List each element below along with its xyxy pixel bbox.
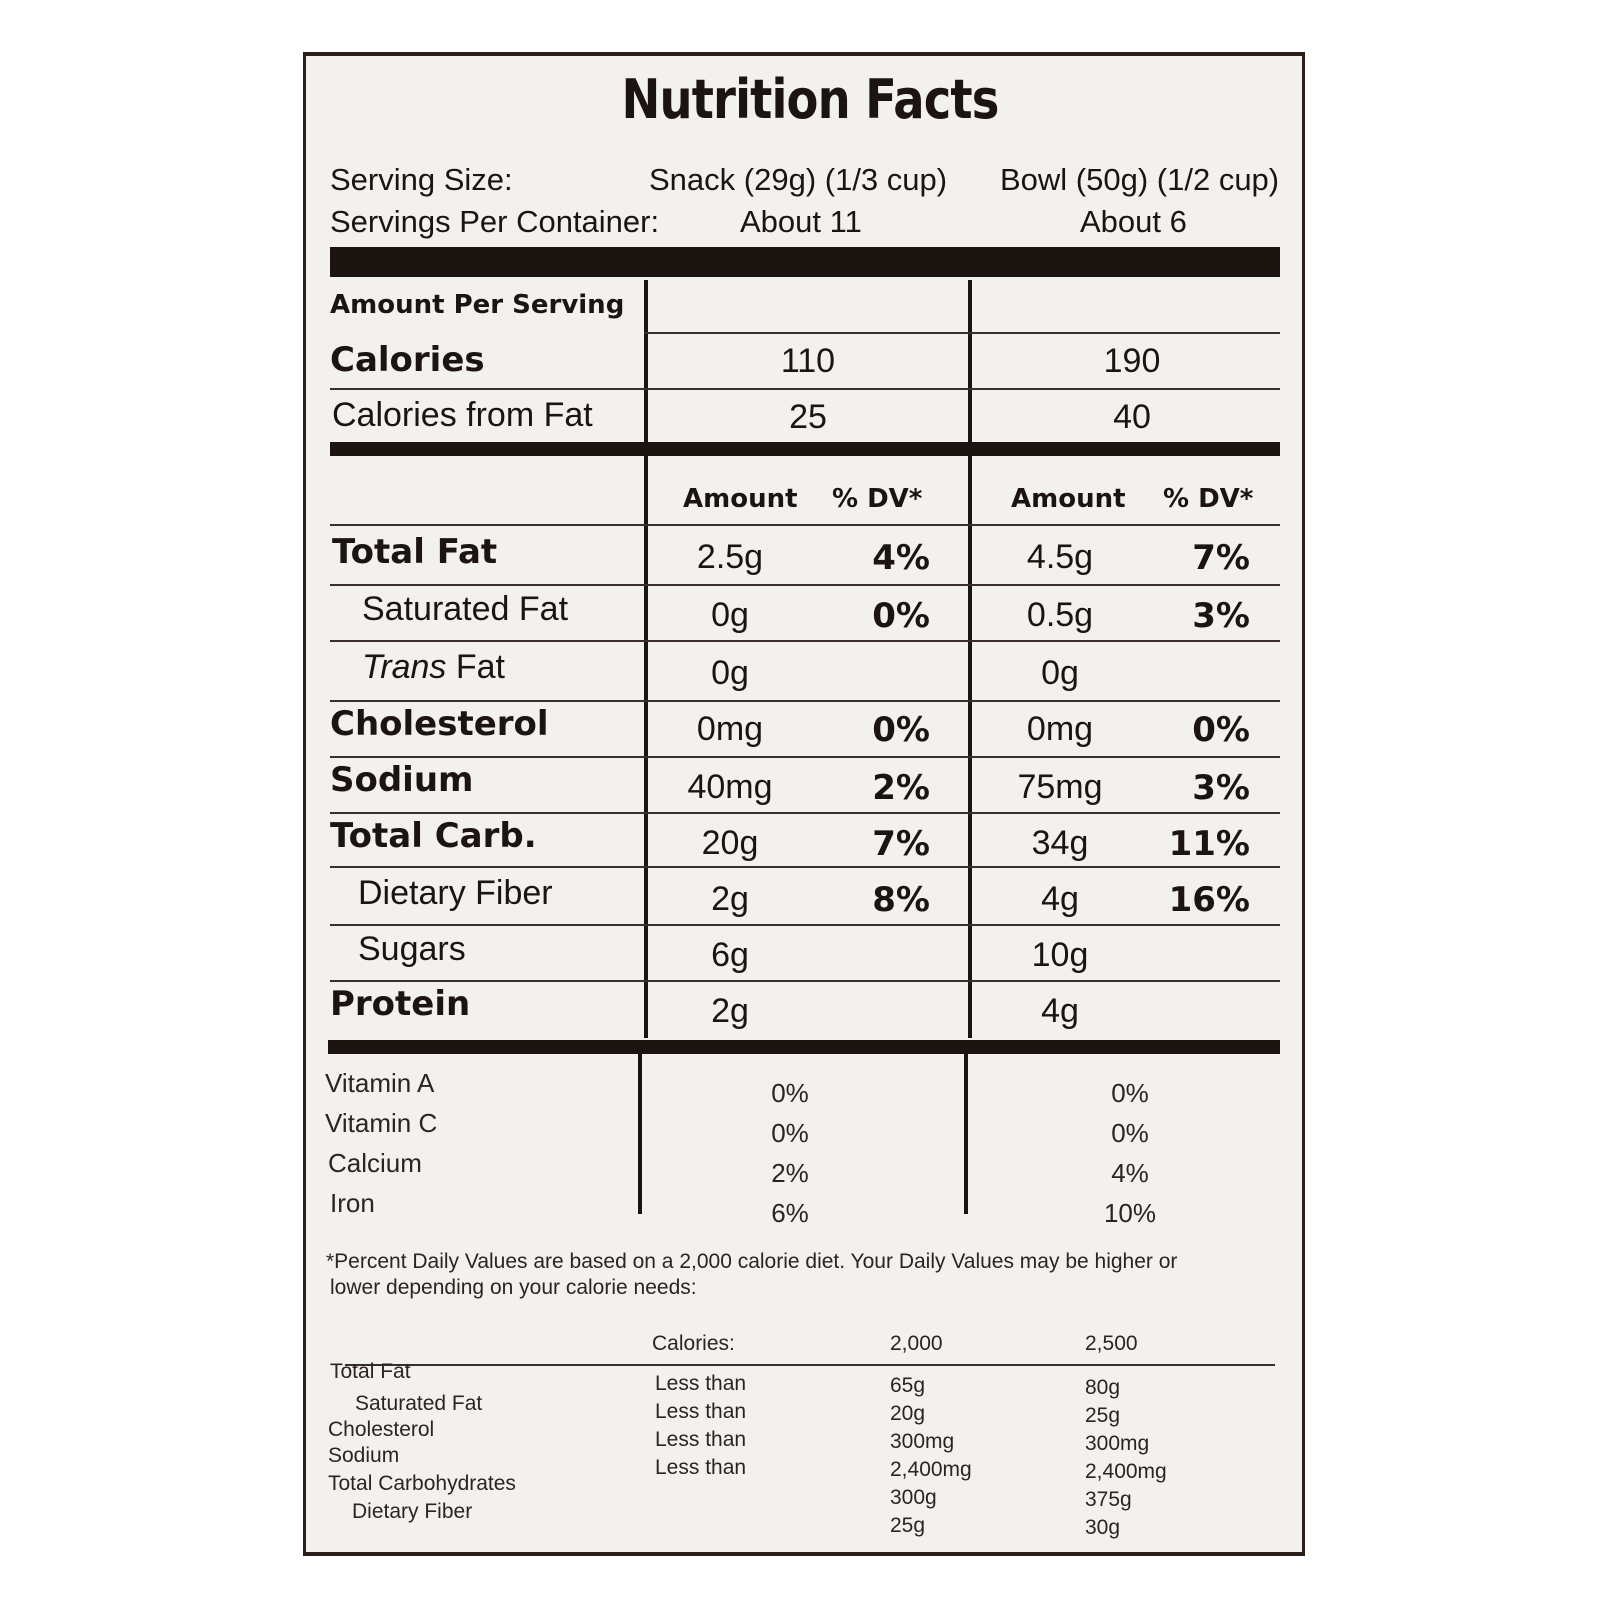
column-divider bbox=[968, 456, 972, 1038]
total-fat-bowl-amount: 4.5g bbox=[1026, 538, 1094, 576]
dv-row-label-saturated-fat: Saturated Fat bbox=[355, 1392, 483, 1415]
servings-per-container-bowl: About 6 bbox=[1080, 204, 1187, 239]
calories-snack: 110 bbox=[780, 342, 836, 380]
amount-per-serving-heading: Amount Per Serving bbox=[330, 290, 625, 320]
serving-size-label: Serving Size: bbox=[330, 162, 513, 197]
nutrient-label-protein: Protein bbox=[330, 984, 471, 1024]
sodium-snack-amount: 40mg bbox=[687, 768, 773, 806]
total-carb-bowl-dv: 11% bbox=[1168, 824, 1250, 864]
protein-bowl-amount: 4g bbox=[1041, 992, 1079, 1030]
dv-row-2500-total-fat: 80g bbox=[1085, 1376, 1121, 1399]
row-rule bbox=[644, 332, 1280, 334]
dv-row-2500-saturated-fat: 25g bbox=[1085, 1404, 1121, 1427]
saturated-fat-bowl-amount: 0.5g bbox=[1026, 596, 1094, 634]
nutrient-label-total-carb: Total Carb. bbox=[330, 816, 537, 856]
dietary-fiber-bowl-amount: 4g bbox=[1041, 880, 1079, 918]
dv-table-2000-header: 2,000 bbox=[890, 1332, 943, 1355]
nutrient-label-trans-fat bbox=[362, 648, 505, 687]
row-rule bbox=[330, 980, 1280, 982]
dv-table-rule bbox=[345, 1364, 1275, 1366]
dv-row-2500-dietary-fiber: 30g bbox=[1085, 1516, 1121, 1539]
column-divider bbox=[964, 1054, 968, 1214]
iron-bowl: 10% bbox=[1103, 1198, 1157, 1228]
dietary-fiber-bowl-dv: 16% bbox=[1168, 880, 1250, 920]
dv-table-calories-header: Calories: bbox=[652, 1332, 735, 1355]
servings-per-container-snack: About 11 bbox=[740, 204, 862, 239]
cholesterol-snack-amount: 0mg bbox=[696, 710, 764, 748]
dv-row-2000-dietary-fiber: 25g bbox=[890, 1514, 926, 1537]
row-rule bbox=[330, 866, 1280, 868]
row-rule bbox=[330, 524, 1280, 526]
row-rule bbox=[330, 640, 1280, 642]
medium-divider bbox=[330, 442, 1280, 456]
vitamin-label-vitamin-a: Vitamin A bbox=[325, 1068, 435, 1098]
dietary-fiber-snack-amount: 2g bbox=[711, 880, 749, 918]
vitamin-c-bowl: 0% bbox=[1111, 1118, 1149, 1148]
nutrient-label-sugars: Sugars bbox=[358, 930, 466, 968]
saturated-fat-snack-amount: 0g bbox=[711, 596, 749, 634]
vitamin-label-vitamin-c: Vitamin C bbox=[325, 1108, 438, 1138]
dv-row-qual-cholesterol: Less than bbox=[655, 1428, 747, 1451]
dv-row-label-cholesterol: Cholesterol bbox=[328, 1418, 435, 1441]
calcium-snack: 2% bbox=[771, 1158, 809, 1188]
page-title: Nutrition Facts bbox=[621, 68, 999, 131]
dv-row-2000-cholesterol: 300mg bbox=[890, 1430, 955, 1453]
sugars-bowl-amount: 10g bbox=[1031, 936, 1089, 974]
saturated-fat-snack-dv: 0% bbox=[872, 596, 930, 636]
dietary-fiber-snack-dv: 8% bbox=[872, 880, 930, 920]
nutrient-label-saturated-fat: Saturated Fat bbox=[362, 590, 569, 628]
trans-fat-snack-amount: 0g bbox=[711, 654, 749, 692]
dv-row-label-sodium: Sodium bbox=[328, 1444, 400, 1467]
cholesterol-bowl-amount: 0mg bbox=[1026, 710, 1094, 748]
iron-snack: 6% bbox=[771, 1198, 809, 1228]
trans-label-fat: Fat bbox=[455, 648, 505, 686]
calories-label: Calories bbox=[330, 340, 485, 380]
dv-row-qual-total-fat: Less than bbox=[655, 1372, 747, 1395]
nutrient-label-cholesterol: Cholesterol bbox=[330, 704, 549, 744]
calcium-bowl: 4% bbox=[1111, 1158, 1149, 1188]
total-carb-snack-amount: 20g bbox=[701, 824, 759, 862]
dv-row-qual-sodium: Less than bbox=[655, 1456, 747, 1479]
nutrient-label-sodium: Sodium bbox=[330, 760, 474, 800]
column-divider bbox=[644, 456, 648, 1038]
calories-from-fat-bowl: 40 bbox=[1113, 398, 1151, 436]
vitamin-a-bowl: 0% bbox=[1111, 1078, 1149, 1108]
sodium-bowl-dv: 3% bbox=[1192, 768, 1250, 808]
cholesterol-bowl-dv: 0% bbox=[1192, 710, 1250, 750]
footnote-line-1: *Percent Daily Values are based on a 2,000 calorie diet. Your Daily Values may be higher or bbox=[326, 1250, 1178, 1273]
total-fat-bowl-dv: 7% bbox=[1192, 538, 1250, 578]
dv-row-2500-cholesterol: 300mg bbox=[1085, 1432, 1150, 1455]
trans-fat-bowl-amount: 0g bbox=[1041, 654, 1079, 692]
calories-bowl: 190 bbox=[1103, 342, 1161, 380]
thick-divider bbox=[330, 247, 1280, 277]
bowl-amount-header: Amount bbox=[1011, 484, 1126, 514]
cholesterol-snack-dv: 0% bbox=[872, 710, 930, 750]
total-fat-snack-amount: 2.5g bbox=[696, 538, 764, 576]
dv-row-label-dietary-fiber: Dietary Fiber bbox=[352, 1500, 473, 1523]
dv-row-2000-sodium: 2,400mg bbox=[890, 1458, 972, 1481]
nutrient-label-total-fat: Total Fat bbox=[332, 532, 498, 572]
total-fat-snack-dv: 4% bbox=[872, 538, 930, 578]
serving-size-bowl: Bowl (50g) (1/2 cup) bbox=[1000, 162, 1280, 197]
calories-from-fat-snack: 25 bbox=[789, 398, 827, 436]
total-carb-bowl-amount: 34g bbox=[1031, 824, 1089, 862]
row-rule bbox=[330, 700, 1280, 702]
serving-size-snack: Snack (29g) (1/3 cup) bbox=[649, 162, 948, 197]
vitamin-a-snack: 0% bbox=[771, 1078, 809, 1108]
vitamin-label-iron: Iron bbox=[330, 1188, 375, 1218]
row-rule bbox=[330, 924, 1280, 926]
dv-row-label-total-fat: Total Fat bbox=[330, 1360, 411, 1383]
snack-dv-header: % DV* bbox=[832, 484, 923, 514]
dv-table-2500-header: 2,500 bbox=[1085, 1332, 1138, 1355]
row-rule bbox=[330, 756, 1280, 758]
sodium-bowl-amount: 75mg bbox=[1017, 768, 1103, 806]
protein-snack-amount: 2g bbox=[711, 992, 749, 1030]
dv-row-2000-total-carbohydrates: 300g bbox=[890, 1486, 937, 1509]
snack-amount-header: Amount bbox=[683, 484, 798, 514]
row-rule bbox=[330, 388, 1280, 390]
dv-row-2500-total-carbohydrates: 375g bbox=[1085, 1488, 1132, 1511]
footnote-line-2: lower depending on your calorie needs: bbox=[330, 1276, 697, 1299]
vitamin-label-calcium: Calcium bbox=[328, 1148, 422, 1178]
vitamin-c-snack: 0% bbox=[771, 1118, 809, 1148]
servings-per-container-label: Servings Per Container: bbox=[330, 204, 660, 239]
row-rule bbox=[330, 584, 1280, 586]
medium-divider bbox=[328, 1040, 1280, 1054]
bowl-dv-header: % DV* bbox=[1163, 484, 1254, 514]
column-divider bbox=[638, 1054, 642, 1214]
saturated-fat-bowl-dv: 3% bbox=[1192, 596, 1250, 636]
total-carb-snack-dv: 7% bbox=[872, 824, 930, 864]
sodium-snack-dv: 2% bbox=[872, 768, 930, 808]
trans-label-italic: Trans bbox=[362, 648, 447, 686]
dv-row-2000-saturated-fat: 20g bbox=[890, 1402, 926, 1425]
calories-from-fat-label: Calories from Fat bbox=[332, 396, 593, 434]
nutrient-label-dietary-fiber: Dietary Fiber bbox=[358, 874, 553, 912]
dv-row-2000-total-fat: 65g bbox=[890, 1374, 926, 1397]
row-rule bbox=[330, 812, 1280, 814]
dv-row-qual-saturated-fat: Less than bbox=[655, 1400, 747, 1423]
dv-row-label-total-carbohydrates: Total Carbohydrates bbox=[328, 1472, 516, 1495]
dv-row-2500-sodium: 2,400mg bbox=[1085, 1460, 1167, 1483]
sugars-snack-amount: 6g bbox=[711, 936, 749, 974]
